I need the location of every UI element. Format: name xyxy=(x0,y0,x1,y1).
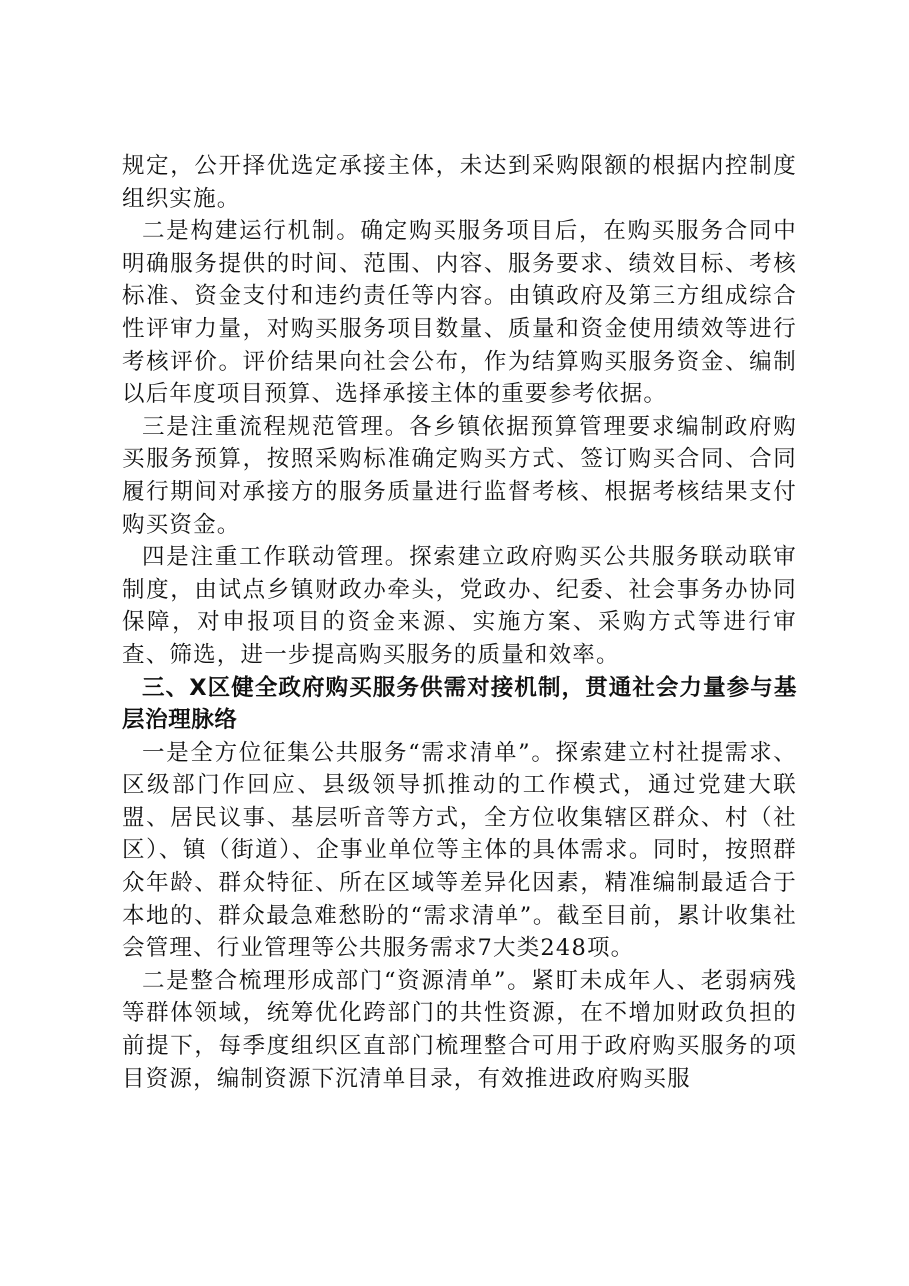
section-heading: 三、X区健全政府购买服务供需对接机制，贯通社会力量参与基层治理脉络 xyxy=(122,674,797,734)
document-page xyxy=(122,150,797,1095)
paragraph-process-management: 三是注重流程规范管理。各乡镇依据预算管理要求编制政府购买服务预算，按照采购标准确定购买方式、签订购买合同、合同履行期间对承接方的服务质量进行监督考核、根据考核结果支付购买资金。 xyxy=(122,413,797,538)
paragraph-operation-mechanism: 二是构建运行机制。确定购买服务项目后，在购买服务合同中明确服务提供的时间、范围、内容、服务要求、绩效目标、考核标准、资金支付和违约责任等内容。由镇政府及第三方组成综合性评审力量，对购买服务项目数量、质量和资金使用绩效等进行考核评价。评价结果向社会公布，作为结算购买服务资金、编制以后年度项目预算、选择承接主体的重要参考依据。 xyxy=(122,218,797,408)
paragraph-demand-list: 一是全方位征集公共服务“需求清单”。探索建立村社提需求、区级部门作回应、县级领导抓推动的工作模式，通过党建大联盟、居民议事、基层听音等方式，全方位收集辖区群众、村（社区）、镇（街道）、企事业单位等主体的具体需求。同时，按照群众年龄、群众特征、所在区域等差异化因素，精准编制最适合于本地的、群众最急难愁盼的“需求清单”。截至目前，累计收集社会管理、行业管理等公共服务需求7大类248项。 xyxy=(122,739,797,962)
paragraph-linkage-management: 四是注重工作联动管理。探索建立政府购买公共服务联动联审制度，由试点乡镇财政办牵头，党政办、纪委、社会事务办协同保障，对申报项目的资金来源、实施方案、采购方式等进行审查、筛选，进一步提高购买服务的质量和效率。 xyxy=(122,544,797,668)
paragraph-continuation: 规定，公开择优选定承接主体，未达到采购限额的根据内控制度组织实施。 xyxy=(122,153,797,212)
paragraph-resource-list: 二是整合梳理形成部门“资源清单”。紧盯未成年人、老弱病残等群体领域，统筹优化跨部门的共性资源，在不增加财政负担的前提下，每季度组织区直部门梳理整合可用于政府购买服务的项目资源，编制资源下沉清单目录，有效推进政府购买服 xyxy=(122,967,797,1092)
